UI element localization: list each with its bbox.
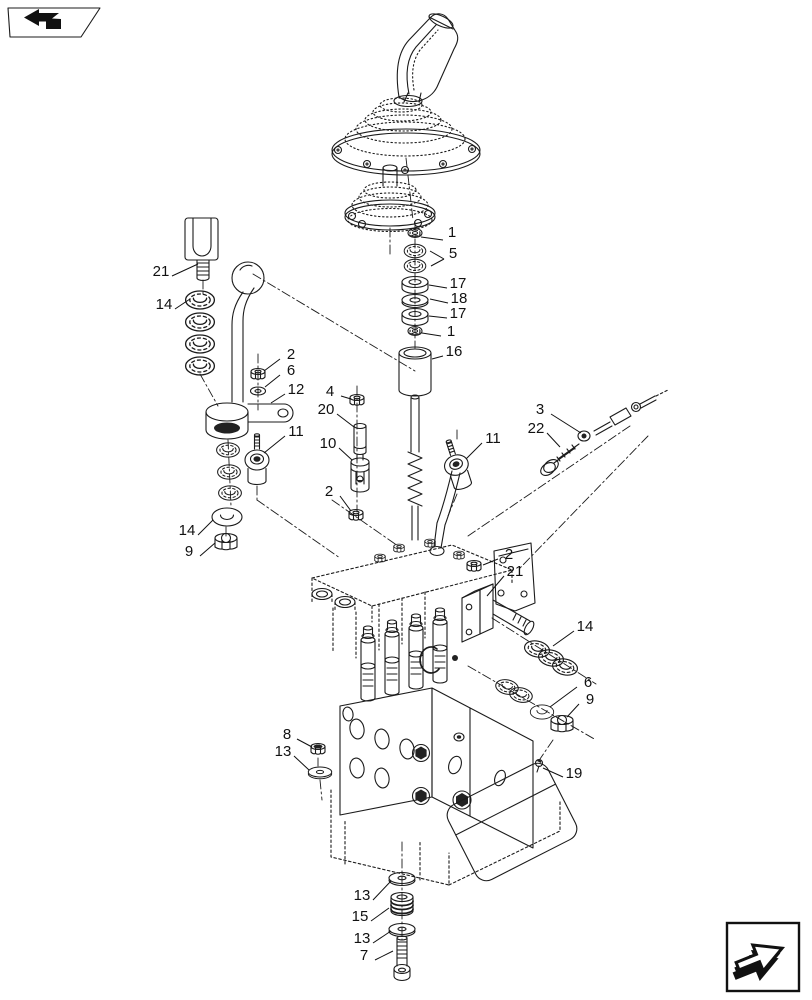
callout-label: 10 [319, 435, 337, 452]
callout-label: 21 [152, 263, 170, 280]
ball-joint-11-left [245, 434, 269, 485]
callout-leader [371, 908, 389, 921]
callout-leader [553, 631, 574, 646]
callout-leader [432, 356, 443, 359]
callout-leader [264, 359, 280, 371]
callout-label: 6 [286, 362, 296, 379]
callout-leader [543, 768, 563, 777]
callout-label: 9 [184, 543, 194, 560]
callout-label: 14 [576, 618, 594, 635]
callout-label: 17 [449, 305, 467, 322]
page-forward-arrow-icon[interactable] [724, 920, 804, 996]
bellows-boot [332, 96, 480, 176]
callout-label: 18 [450, 290, 468, 307]
bellcrank-lever [430, 471, 460, 556]
spacer-20 [354, 424, 366, 455]
callout-label: 5 [448, 245, 458, 262]
washer-stack-14-lower-left [212, 443, 242, 550]
callout-leader [265, 375, 280, 387]
callout-leader [198, 520, 213, 535]
callout-leader [429, 285, 447, 288]
nut-8-washer-13-left [308, 744, 331, 779]
callout-leader [373, 931, 391, 943]
callout-label: 2 [504, 546, 514, 563]
callout-leader [429, 316, 447, 318]
callout-leader [294, 756, 309, 770]
callout-label: 19 [565, 765, 583, 782]
washer-stack-14-upper [186, 291, 215, 375]
callout-leader [337, 414, 354, 427]
callout-label: 1 [447, 224, 457, 241]
control-cable-end [594, 390, 668, 435]
callout-label: 13 [274, 743, 292, 760]
callout-leader [339, 448, 352, 460]
callout-label: 17 [449, 275, 467, 292]
spool-valve-sections [361, 608, 458, 701]
callout-label: 16 [445, 343, 463, 360]
callout-leader [422, 333, 441, 336]
callout-label: 1 [446, 323, 456, 340]
handle-grip-21-left [185, 218, 218, 281]
back-arrow-glyph [24, 9, 61, 29]
callout-label: 12 [287, 381, 305, 398]
callout-leader [297, 739, 312, 747]
callout-label: 21 [506, 563, 524, 580]
callout-label: 14 [178, 522, 196, 539]
callout-label: 14 [155, 296, 173, 313]
callout-label: 2 [286, 346, 296, 363]
ball-joint-11-right [437, 436, 475, 492]
valve-block-ports [342, 706, 508, 789]
callout-label: 6 [583, 674, 593, 691]
centerlines [200, 158, 648, 940]
callout-leader [172, 264, 198, 276]
callout-leader [264, 436, 285, 453]
callout-layer [153, 224, 595, 964]
callout-leader [551, 414, 581, 433]
callout-label: 22 [527, 420, 545, 437]
setscrew-19 [536, 760, 543, 773]
callout-label: 8 [282, 726, 292, 743]
callout-leader [466, 443, 482, 459]
callout-label: 7 [359, 947, 369, 964]
washer-row-14-right [523, 639, 579, 678]
bolt-7 [394, 936, 410, 981]
callout-leader [483, 559, 498, 565]
callout-label: 13 [353, 887, 371, 904]
callout-label: 9 [585, 691, 595, 708]
callout-leader [547, 433, 560, 447]
callout-leader [200, 543, 215, 556]
callout-leader [431, 259, 444, 266]
mounting-bracket [331, 759, 581, 885]
page-back-arrow-icon[interactable] [2, 2, 112, 48]
callout-label: 11 [288, 423, 304, 440]
hex-plugs [413, 733, 472, 809]
callout-label: 2 [324, 483, 334, 500]
washer-row-6-9-right [494, 678, 573, 732]
callout-leader [430, 299, 448, 303]
mid-column-parts [349, 395, 369, 521]
joystick-grip [397, 11, 457, 102]
callout-leader [340, 496, 351, 511]
valve-block [340, 688, 533, 848]
callout-leader [550, 687, 577, 707]
handle-21-right [462, 561, 536, 643]
tube-spacer-16 [399, 347, 431, 396]
callout-leader [271, 394, 285, 403]
callout-leader [421, 237, 443, 240]
callout-label: 11 [485, 430, 501, 447]
push-rod-spring [408, 395, 422, 540]
bracket-bosses [312, 589, 355, 612]
callout-leader [373, 881, 391, 900]
callout-label: 20 [317, 401, 335, 418]
callout-leader [430, 251, 444, 259]
callout-label: 4 [325, 383, 335, 400]
callout-label: 13 [353, 930, 371, 947]
callout-leader [375, 951, 393, 960]
joint-10 [351, 454, 369, 492]
callout-label: 15 [351, 908, 369, 925]
callout-label: 3 [535, 401, 545, 418]
callout-leader [567, 704, 579, 717]
